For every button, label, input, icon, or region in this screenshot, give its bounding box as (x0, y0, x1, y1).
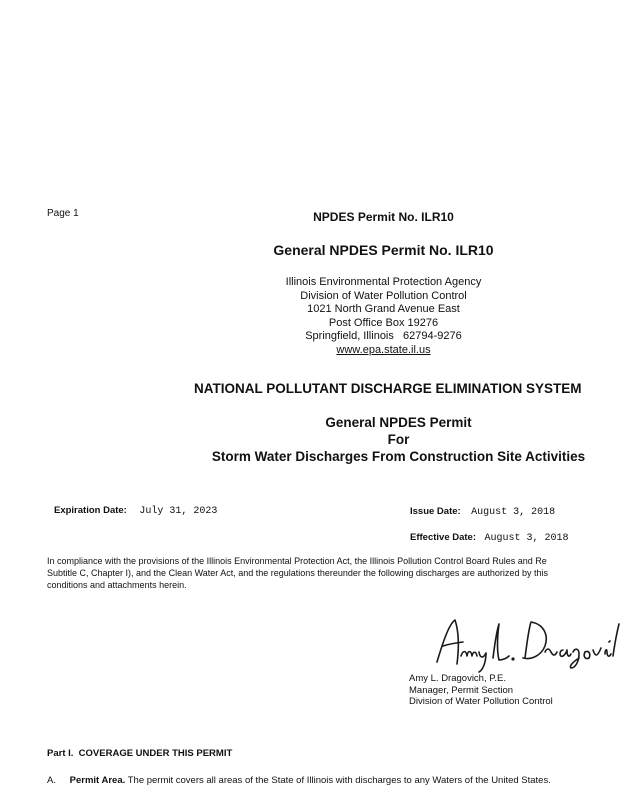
page-number-label: Page 1 (47, 208, 79, 219)
agency-website-link[interactable]: www.epa.state.il.us (336, 343, 431, 356)
issue-date-label: Issue Date: (410, 506, 461, 517)
permit-title-line-1: General NPDES Permit (325, 415, 472, 430)
effective-date-value: August 3, 2018 (484, 533, 569, 544)
handwritten-signature (433, 612, 623, 674)
signatory-division: Division of Water Pollution Control (409, 696, 553, 707)
issue-date-value: August 3, 2018 (471, 507, 556, 518)
expiration-date (54, 500, 217, 518)
effective-date-label: Effective Date: (410, 532, 476, 543)
permit-title (0, 414, 623, 465)
agency-street: 1021 North Grand Avenue East (307, 303, 460, 315)
issue-date (410, 501, 555, 519)
permit-area-text: The permit covers all areas of the State of Illinois with discharges to any Waters of the United States. (127, 775, 551, 786)
agency-name: Illinois Environmental Protection Agency (285, 276, 482, 288)
effective-date (410, 527, 568, 545)
permit-area-lead: Permit Area. (69, 775, 126, 786)
signatory-name: Amy L. Dragovich, P.E. (409, 673, 506, 684)
compliance-line-3: conditions and attachments herein. (47, 580, 187, 590)
agency-po-box: Post Office Box 19276 (328, 316, 439, 329)
permit-number: NPDES Permit No. ILR10 (313, 210, 454, 224)
agency-city: Springfield, Illinois 62794-9276 (305, 330, 462, 342)
permit-title-line-3: Storm Water Discharges From Construction Site Activities (211, 449, 586, 464)
agency-division: Division of Water Pollution Control (300, 289, 467, 302)
part-i-heading: Part I. COVERAGE UNDER THIS PERMIT (47, 748, 233, 759)
compliance-line-1: In compliance with the provisions of the Illinois Environmental Protection Act, the Illinois Pollution Control Board Rules and Re (47, 556, 547, 566)
expiration-date-value: July 31, 2023 (139, 506, 218, 517)
general-permit-number: General NPDES Permit No. ILR10 (273, 242, 494, 258)
compliance-paragraph (47, 555, 623, 591)
signatory-block (409, 673, 553, 708)
agency-address-block (0, 276, 623, 357)
system-title: NATIONAL POLLUTANT DISCHARGE ELIMINATION SYSTEM (194, 381, 582, 396)
permit-title-line-2: For (387, 432, 410, 447)
item-marker: A. (47, 775, 56, 786)
compliance-line-2: Subtitle C, Chapter I), and the Clean Water Act, and the regulations thereunder the following discharges are authorized by this (47, 568, 548, 578)
signatory-title: Manager, Permit Section (409, 684, 514, 696)
permit-area-item (47, 775, 551, 786)
expiration-date-label: Expiration Date: (54, 505, 127, 516)
